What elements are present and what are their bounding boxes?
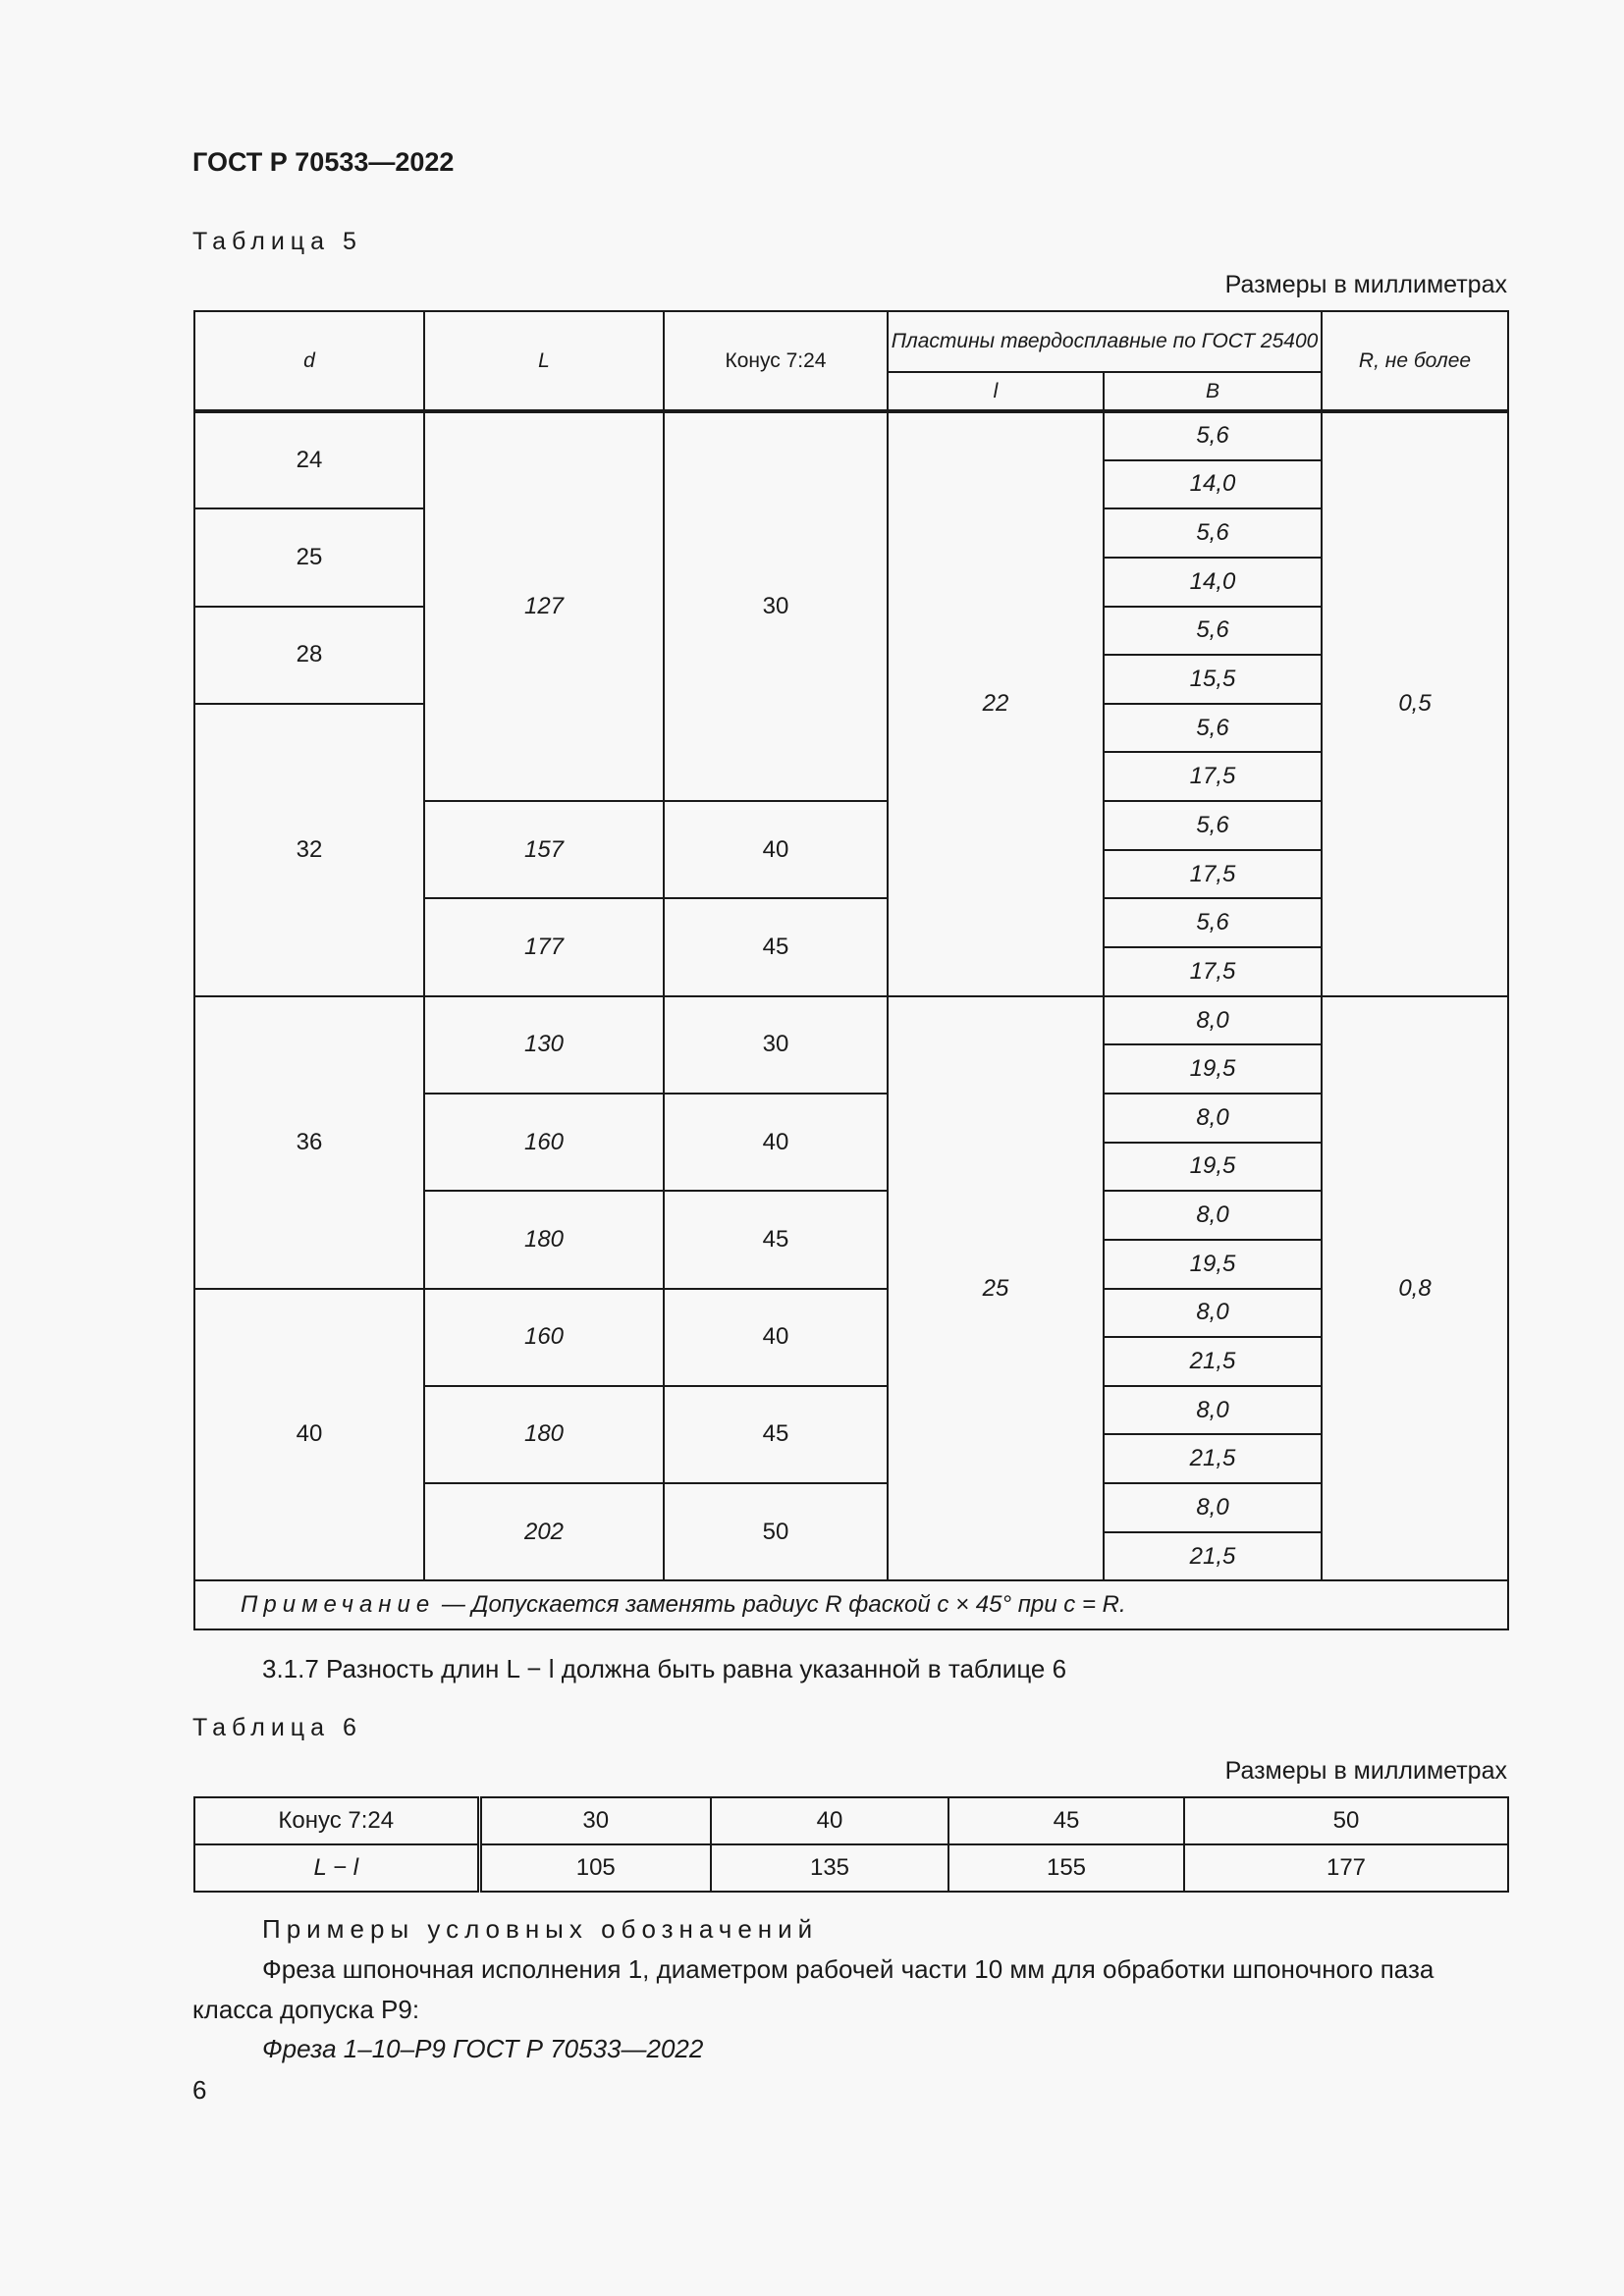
cell-L: 130 <box>424 996 664 1094</box>
t6-length-diff-value: 105 <box>479 1844 711 1892</box>
cell-L: 127 <box>424 411 664 801</box>
cell-L: 160 <box>424 1094 664 1191</box>
header-d: d <box>194 311 424 411</box>
cell-B: 8,0 <box>1104 1386 1322 1435</box>
note-text: — Допускается заменять радиус R фаской c × 45° при c = R. <box>435 1591 1126 1619</box>
cell-cone: 40 <box>664 1094 888 1191</box>
document-header: ГОСТ Р 70533—2022 <box>192 147 455 177</box>
cell-B: 8,0 <box>1104 1483 1322 1532</box>
cell-B: 21,5 <box>1104 1337 1322 1386</box>
t6-label-length-diff: L − l <box>194 1844 479 1892</box>
table6-caption: Таблица 6 <box>192 1714 362 1741</box>
examples-title: Примеры условных обозначений <box>262 1914 819 1944</box>
header-B: B <box>1104 372 1322 411</box>
table5-dimensions-note: Размеры в миллиметрах <box>1224 271 1507 298</box>
example-designation: Фреза 1–10–Р9 ГОСТ Р 70533—2022 <box>262 2034 704 2063</box>
header-cone: Конус 7:24 <box>664 311 888 411</box>
t6-length-diff-value: 177 <box>1184 1844 1508 1892</box>
table-row <box>194 1289 1508 1338</box>
t6-length-diff-value: 135 <box>711 1844 948 1892</box>
table-row <box>194 411 1508 460</box>
cell-cone: 40 <box>664 801 888 898</box>
t6-label-cone: Конус 7:24 <box>194 1797 479 1844</box>
cell-B: 21,5 <box>1104 1434 1322 1483</box>
cell-B: 14,0 <box>1104 460 1322 509</box>
cell-B: 21,5 <box>1104 1532 1322 1581</box>
paragraph-3-1-7: 3.1.7 Разность длин L − l должна быть равна указанной в таблице 6 <box>262 1654 1067 1683</box>
cell-B: 5,6 <box>1104 704 1322 753</box>
example-text-line-2: класса допуска Р9: <box>192 1995 420 2024</box>
table-6 <box>193 1796 1509 1893</box>
cell-l: 25 <box>888 996 1104 1581</box>
cell-d: 28 <box>194 607 424 704</box>
table-5 <box>193 310 1509 1630</box>
cell-L: 160 <box>424 1289 664 1386</box>
cell-B: 8,0 <box>1104 1289 1322 1338</box>
t6-cone-value: 45 <box>948 1797 1184 1844</box>
cell-cone: 45 <box>664 1386 888 1483</box>
cell-B: 5,6 <box>1104 607 1322 656</box>
cell-B: 5,6 <box>1104 508 1322 558</box>
note-label: Примечание <box>241 1591 436 1619</box>
cell-L: 180 <box>424 1386 664 1483</box>
cell-R: 0,8 <box>1322 996 1508 1581</box>
cell-B: 19,5 <box>1104 1240 1322 1289</box>
cell-B: 19,5 <box>1104 1044 1322 1094</box>
cell-d: 40 <box>194 1289 424 1581</box>
table5-caption: Таблица 5 <box>192 228 362 255</box>
cell-l: 22 <box>888 411 1104 996</box>
cell-d: 24 <box>194 411 424 508</box>
cell-B: 5,6 <box>1104 801 1322 850</box>
header-L: L <box>424 311 664 411</box>
t6-length-diff-value: 155 <box>948 1844 1184 1892</box>
cell-d: 32 <box>194 704 424 996</box>
header-l: l <box>888 372 1104 411</box>
cell-B: 15,5 <box>1104 655 1322 704</box>
table-row <box>194 996 1508 1045</box>
cell-cone: 30 <box>664 411 888 801</box>
table6-dimensions-note: Размеры в миллиметрах <box>1224 1757 1507 1785</box>
example-text-line-1: Фреза шпоночная исполнения 1, диаметром рабочей части 10 мм для обработки шпоночного паза <box>262 1954 1435 1984</box>
cell-cone: 40 <box>664 1289 888 1386</box>
cell-L: 202 <box>424 1483 664 1580</box>
t6-cone-value: 40 <box>711 1797 948 1844</box>
cell-B: 8,0 <box>1104 1094 1322 1143</box>
cell-d: 36 <box>194 996 424 1289</box>
cell-B: 8,0 <box>1104 1191 1322 1240</box>
t6-cone-value: 30 <box>479 1797 711 1844</box>
cell-cone: 30 <box>664 996 888 1094</box>
cell-L: 157 <box>424 801 664 898</box>
cell-B: 17,5 <box>1104 752 1322 801</box>
cell-B: 5,6 <box>1104 898 1322 947</box>
cell-B: 17,5 <box>1104 850 1322 899</box>
page-number: 6 <box>192 2075 207 2105</box>
cell-L: 177 <box>424 898 664 995</box>
cell-cone: 45 <box>664 898 888 995</box>
cell-B: 8,0 <box>1104 996 1322 1045</box>
cell-d: 25 <box>194 508 424 606</box>
cell-L: 180 <box>424 1191 664 1288</box>
header-R: R, не более <box>1322 311 1508 411</box>
cell-B: 17,5 <box>1104 947 1322 996</box>
cell-B: 19,5 <box>1104 1143 1322 1192</box>
cell-cone: 45 <box>664 1191 888 1288</box>
cell-B: 5,6 <box>1104 411 1322 460</box>
cell-R: 0,5 <box>1322 411 1508 996</box>
t6-cone-value: 50 <box>1184 1797 1508 1844</box>
cell-cone: 50 <box>664 1483 888 1580</box>
cell-B: 14,0 <box>1104 558 1322 607</box>
table5-note <box>194 1580 1508 1629</box>
header-plates: Пластины твердосплавные по ГОСТ 25400 <box>888 311 1322 372</box>
